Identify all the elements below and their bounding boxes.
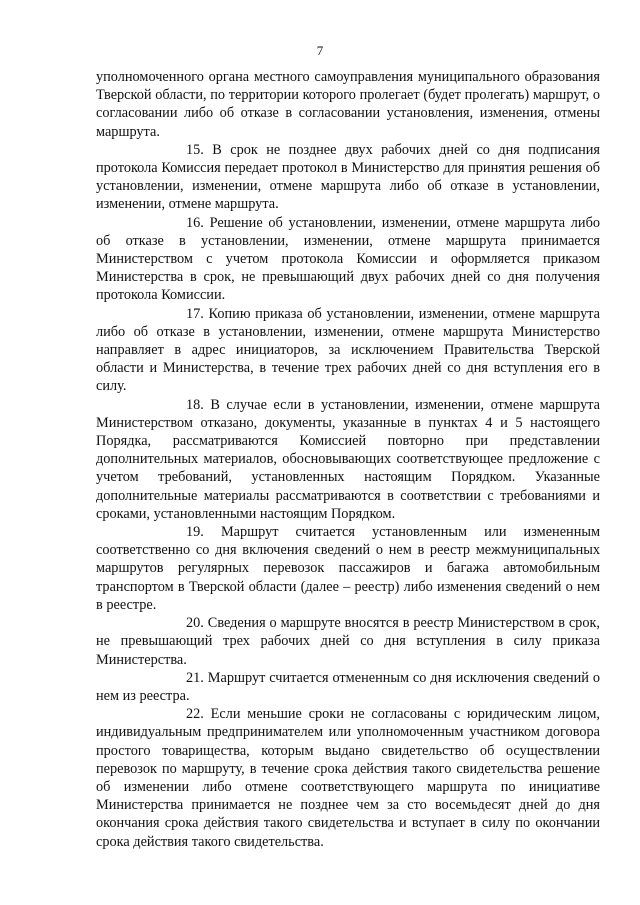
paragraph-text: В случае если в установлении, изменении, отмене маршрута Министерством отказано, документы, указанные в пунктах 4 и 5 настоящего Порядка, рассматриваются Комиссией повторно при представлении дополнительных материалов, обосновывающих соответствующее предложение с учетом требований, установленных настоящим Порядком. Указанные дополнительные материалы рассматриваются в соответствии с требованиями и сроками, установленными настоящим Порядком. xyxy=(96,396,600,522)
paragraph-text: Маршрут считается отмененным со дня исключения сведений о нем из реестра. xyxy=(96,669,600,704)
paragraph-number: 20. xyxy=(186,615,204,632)
paragraph-17 xyxy=(96,305,600,396)
paragraph-number: 18. xyxy=(186,396,204,413)
paragraph-text: Решение об установлении, изменении, отмене маршрута либо об отказе в установлении, изменении, отмене маршрута принимается Министерством с учетом протокола Комиссии и оформляется приказом Министерства в срок, не превышающий двух рабочих дней со дня получения протокола Комиссии. xyxy=(96,214,600,304)
paragraph-21 xyxy=(96,669,600,705)
page-number: 7 xyxy=(316,43,324,58)
paragraph-text: Маршрут считается установленным или измененным соответственно со дня включения сведений о нем в реестр межмуниципальных маршрутов регулярных перевозок пассажиров и багажа автомобильным транспортом в Тверской области (далее – реестр) либо изменения сведений о нем в реестре. xyxy=(96,524,601,613)
paragraph-text: Сведения о маршруте вносятся в реестр Министерством в срок, не превышающий трех рабочих дней со дня вступления в силу приказа Министерства. xyxy=(96,615,601,668)
continuation-paragraph: уполномоченного органа местного самоуправления муниципального образования Тверской области, по территории которого пролегает (будет пролегать) маршрут, о согласовании либо об отказе в согласовании установления, изменения, отмены маршрута. xyxy=(96,69,600,140)
paragraph-18 xyxy=(96,396,600,523)
paragraph-text: В срок не позднее двух рабочих дней со дня подписания протокола Комиссия передает протокол в Министерство для принятия решения об установлении, изменении, отмене маршрута либо об отказе в установлении, изменении, отмене маршрута. xyxy=(96,141,600,213)
paragraph-number: 16. xyxy=(186,214,204,231)
paragraph-15 xyxy=(96,141,600,214)
paragraph-number: 21. xyxy=(186,669,204,686)
paragraph-number: 19. xyxy=(186,524,204,541)
paragraph-text: Если меньшие сроки не согласованы с юридическим лицом, индивидуальным предпринимателем или уполномоченным участником договора простого товарищества, которым выдано свидетельство об осуществлении перевозок по маршруту, в течение срока действия такого свидетельства решение об изменении либо отмене соответствующего маршрута по инициативе Министерства принимается не позднее чем за сто восемьдесят дней до дня окончания срока действия такого свидетельства и вступает в силу по окончании срока действия такого свидетельства. xyxy=(96,706,600,850)
paragraph-number: 15. xyxy=(186,141,204,158)
paragraph-20 xyxy=(96,614,600,669)
paragraph-16 xyxy=(96,214,600,305)
paragraph-number: 17. xyxy=(186,305,204,322)
paragraph-text: Копию приказа об установлении, изменении, отмене маршрута либо об отказе в установлении, изменении, отмене маршрута Министерство направляет в адрес инициаторов, за исключением Правительства Тверской области и Министерства, в течение трех рабочих дней со дня вступления его в силу. xyxy=(96,305,600,395)
document-body xyxy=(96,68,600,851)
paragraph-19 xyxy=(96,523,600,614)
paragraph-22 xyxy=(96,705,600,851)
paragraph-number: 22. xyxy=(186,706,204,723)
